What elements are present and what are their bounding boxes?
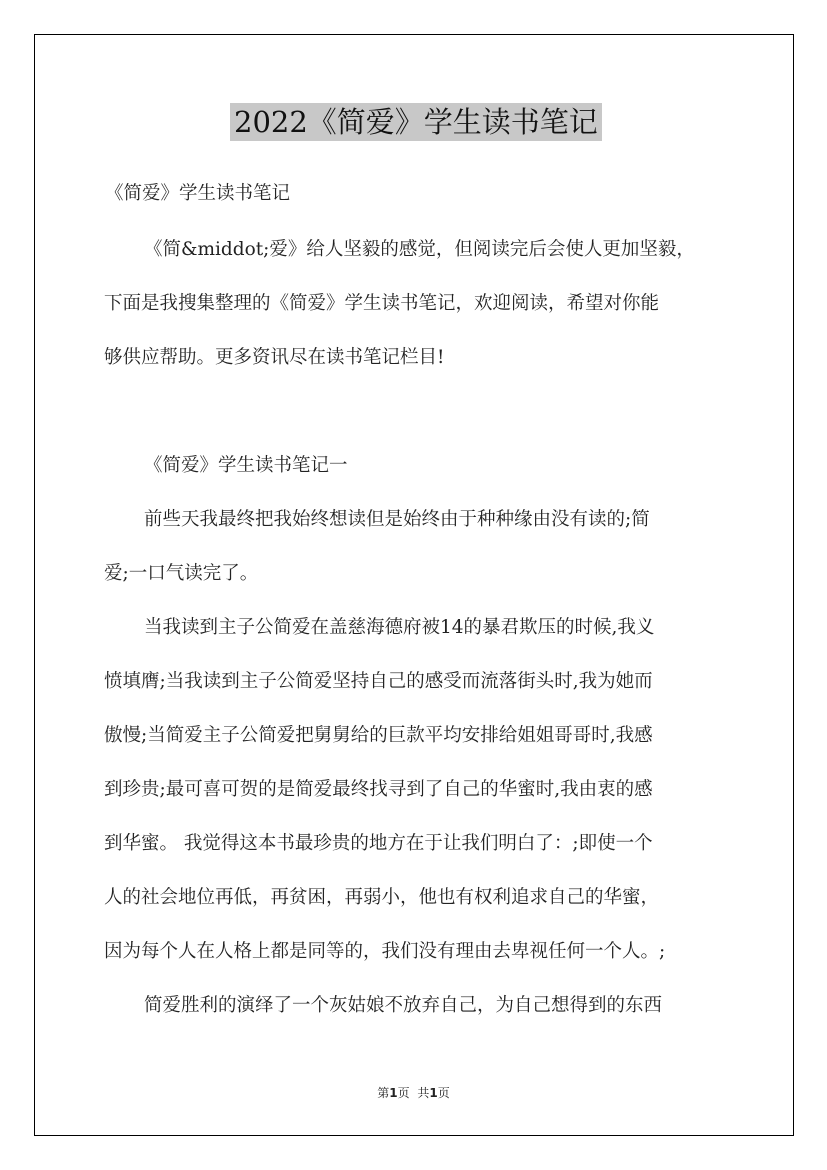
document-title: 2022《简爱》学生读书笔记	[230, 103, 602, 141]
paragraph-line: 愤填膺;当我读到主子公简爱坚持自己的感受而流落街头时,我为她而	[104, 671, 653, 692]
page-footer	[0, 1084, 827, 1101]
paragraph-line: 傲慢;当简爱主子公简爱把舅舅给的巨款平均安排给姐姐哥哥时,我感	[104, 725, 653, 746]
paragraph-line: 简爱胜利的演绎了一个灰姑娘不放弃自己，为自己想得到的东西	[144, 995, 663, 1016]
paragraph-line: 到珍贵;最可喜可贺的是简爱最终找寻到了自己的华蜜时,我由衷的感	[104, 779, 653, 800]
paragraph-line: 下面是我搜集整理的《简爱》学生读书笔记，欢迎阅读，希望对你能	[104, 293, 660, 314]
total-suffix: 页	[437, 1086, 450, 1100]
page-suffix: 页	[397, 1086, 410, 1100]
paragraph-line: 爱;一口气读完了。	[104, 563, 259, 584]
page-prefix: 第	[377, 1086, 390, 1100]
total-pages: 1	[429, 1086, 438, 1100]
paragraph-line: 人的社会地位再低，再贫困，再弱小，他也有权利追求自己的华蜜，	[104, 887, 660, 908]
paragraph-line: 当我读到主子公简爱在盖慈海德府被14的暴君欺压的时候,我义	[144, 617, 655, 638]
paragraph-line: 因为每个人在人格上都是同等的，我们没有理由去卑视任何一个人。;	[104, 941, 666, 962]
subtitle: 《简爱》学生读书笔记	[105, 183, 291, 204]
section-heading: 《简爱》学生读书笔记一	[144, 455, 348, 476]
paragraph-line: 前些天我最终把我始终想读但是始终由于种种缘由没有读的;简	[144, 509, 650, 530]
paragraph-line: 《简&middot;爱》给人坚毅的感觉，但阅读完后会使人更加坚毅，	[144, 239, 695, 260]
total-prefix: 共	[417, 1086, 430, 1100]
page-number: 1	[389, 1086, 398, 1100]
paragraph-line: 到华蜜。 我觉得这本书最珍贵的地方在于让我们明白了：;即使一个	[104, 833, 653, 854]
paragraph-line: 够供应帮助。更多资讯尽在读书笔记栏目!	[104, 347, 445, 368]
